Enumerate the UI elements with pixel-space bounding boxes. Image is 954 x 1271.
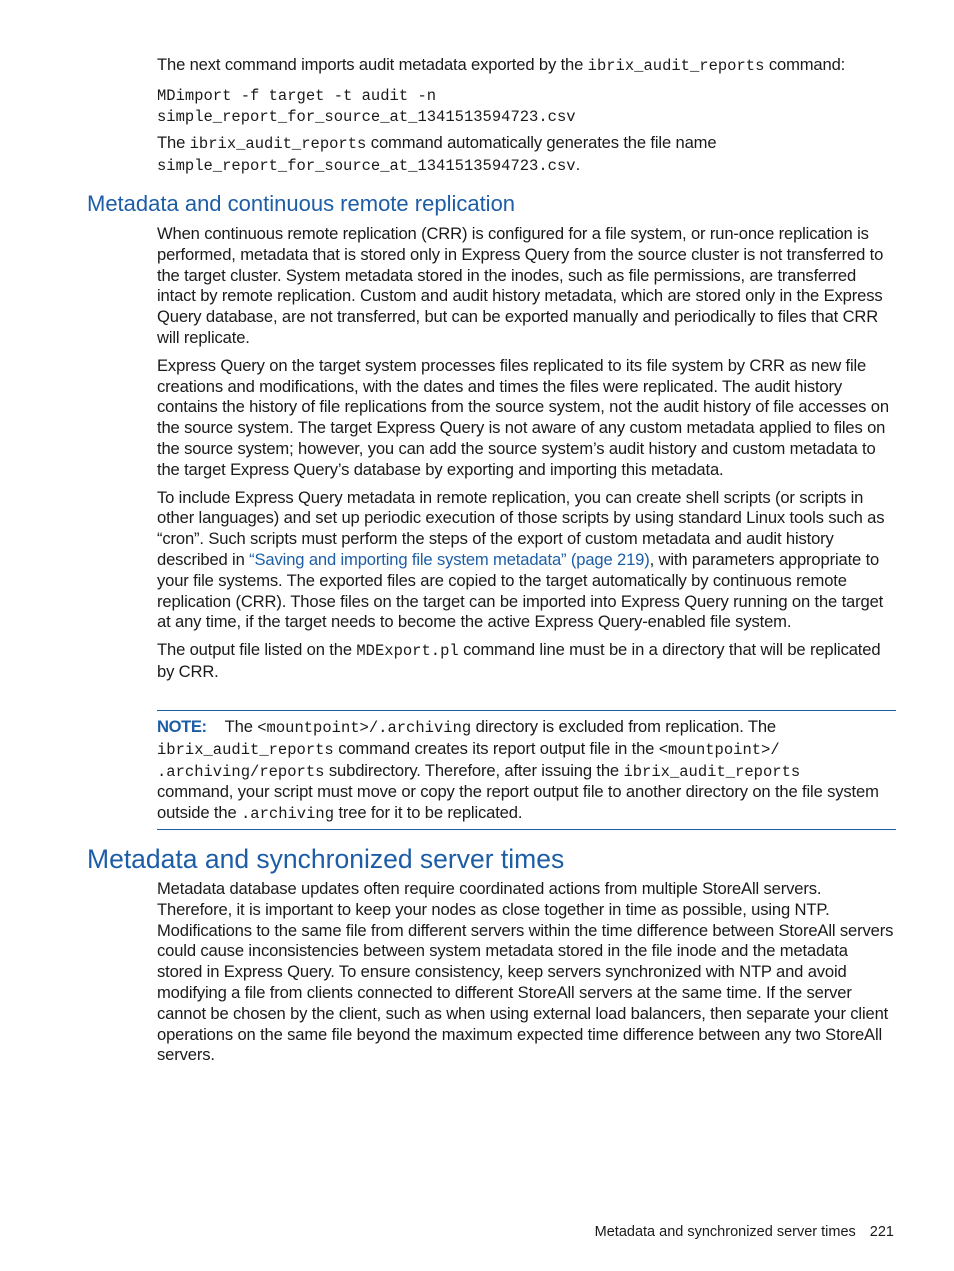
text: command creates its report output file in the [333, 738, 659, 758]
page-footer [595, 1222, 894, 1242]
intro-paragraph [157, 55, 897, 77]
footer-title: Metadata and synchronized server times [594, 1224, 856, 1240]
text: directory is excluded from replication. The [471, 717, 776, 736]
inline-code: <mountpoint>/ [658, 740, 780, 759]
page-number: 221 [869, 1224, 894, 1240]
inline-code: ibrix_audit_reports [189, 134, 367, 153]
inline-code: ibrix_audit_reports [623, 762, 801, 781]
section-crr-body [157, 224, 897, 683]
crr-paragraph-2: Express Query on the target system processes files replicated to its file system by CRR as new file creations and modifications, with the dates and times the files were replicated. The audit history contains the history of file replications from the source system, not the audit history of file accesses on the source system. The target Express Query is not aware of any custom metadata applied to files on the source system; however, you can add the source system’s audit history and custom metadata to the target Express Query’s database by exporting and importing this metadata. [157, 355, 889, 479]
text: To include Express Query metadata in remote replication, you can create shell scripts (or scripts in other languages) and set up periodic execution of those scripts by using standard Linux tools such as “cron”. Such scripts must perform the steps of the export of custom metadata and audit history described in [157, 487, 885, 569]
crr-paragraph-4 [157, 640, 897, 683]
crr-paragraph-3 [157, 488, 897, 634]
text: tree for it to be replicated. [334, 803, 523, 823]
crr-paragraph-1: When continuous remote replication (CRR) is configured for a file system, or run-once replication is performed, metadata that is stored only in Express Query from the source cluster is not transferred to the target cluster. System metadata stored in the inodes, such as file permissions, are transferred intact by remote replication. Custom and audit history metadata, which are stored only in the Express Query database, are not transferred, but can be exported manually and periodically to files that CRR will replicate. [157, 224, 884, 347]
code-line: simple_report_for_source_at_1341513594723.csv [157, 107, 576, 126]
cross-reference-link[interactable]: “Saving and importing file system metadata” (page 219) [249, 549, 650, 569]
inline-code: ibrix_audit_reports [157, 740, 334, 759]
inline-code: ibrix_audit_reports [587, 57, 765, 75]
intro-block [157, 55, 897, 176]
text: The next command imports audit metadata exported by the [157, 55, 588, 74]
server-times-paragraph: Metadata database updates often require coordinated actions from multiple StoreAll servers. Therefore, it is important to keep your nodes as close together in time as possible, using NTP. Modifications to the same file from different servers within the time difference between StoreAll servers could cause inconsistencies between system metadata stored in the file inode and the metadata stored in Express Query. To ensure consistency, keep servers synchronized with NTP and avoid modifying a file from clients connected to different StoreAll servers at the same time. If the server cannot be chosen by the client, such as when using external load balancers, then separate your client operations on the same file beyond the maximum expected time difference between any two StoreAll servers. [157, 879, 894, 1065]
text: command, your script must move or copy the report output file to another directory on the file system outside the [157, 782, 879, 823]
section-heading-server-times: Metadata and synchronized server times [87, 844, 565, 874]
text: command line must be in a directory that will be replicated by CRR. [157, 640, 881, 681]
section-server-times-body [157, 879, 897, 1066]
text: command: [764, 55, 846, 74]
text: The output file listed on the [157, 640, 357, 660]
section-heading-crr: Metadata and continuous remote replication [87, 191, 516, 216]
text: subdirectory. Therefore, after issuing the [324, 760, 624, 780]
text: The [157, 132, 190, 152]
code-line: MDimport -f target -t audit -n [157, 86, 437, 105]
inline-code: <mountpoint>/.archiving [257, 719, 472, 737]
inline-code: simple_report_for_source_at_1341513594723.csv [157, 156, 576, 175]
text: . [575, 154, 581, 174]
text: command automatically generates the file name [366, 132, 717, 152]
inline-code: .archiving/reports [157, 762, 325, 781]
code-block [157, 86, 897, 128]
note-box [157, 710, 896, 830]
note-label: NOTE: [157, 717, 207, 736]
inline-code: .archiving [241, 805, 335, 824]
inline-code: MDExport.pl [356, 642, 459, 661]
text: , with parameters appropriate to your file systems. The exported files are copied to the target automatically by continuous remote replication (CRR). Those files on the target can be imported into Express Query running on the target at any time, if the target needs to become the active Express Query-enabled file system. [157, 549, 884, 632]
intro-paragraph-2 [157, 133, 897, 177]
text: The [224, 717, 258, 736]
note-text [157, 717, 896, 825]
